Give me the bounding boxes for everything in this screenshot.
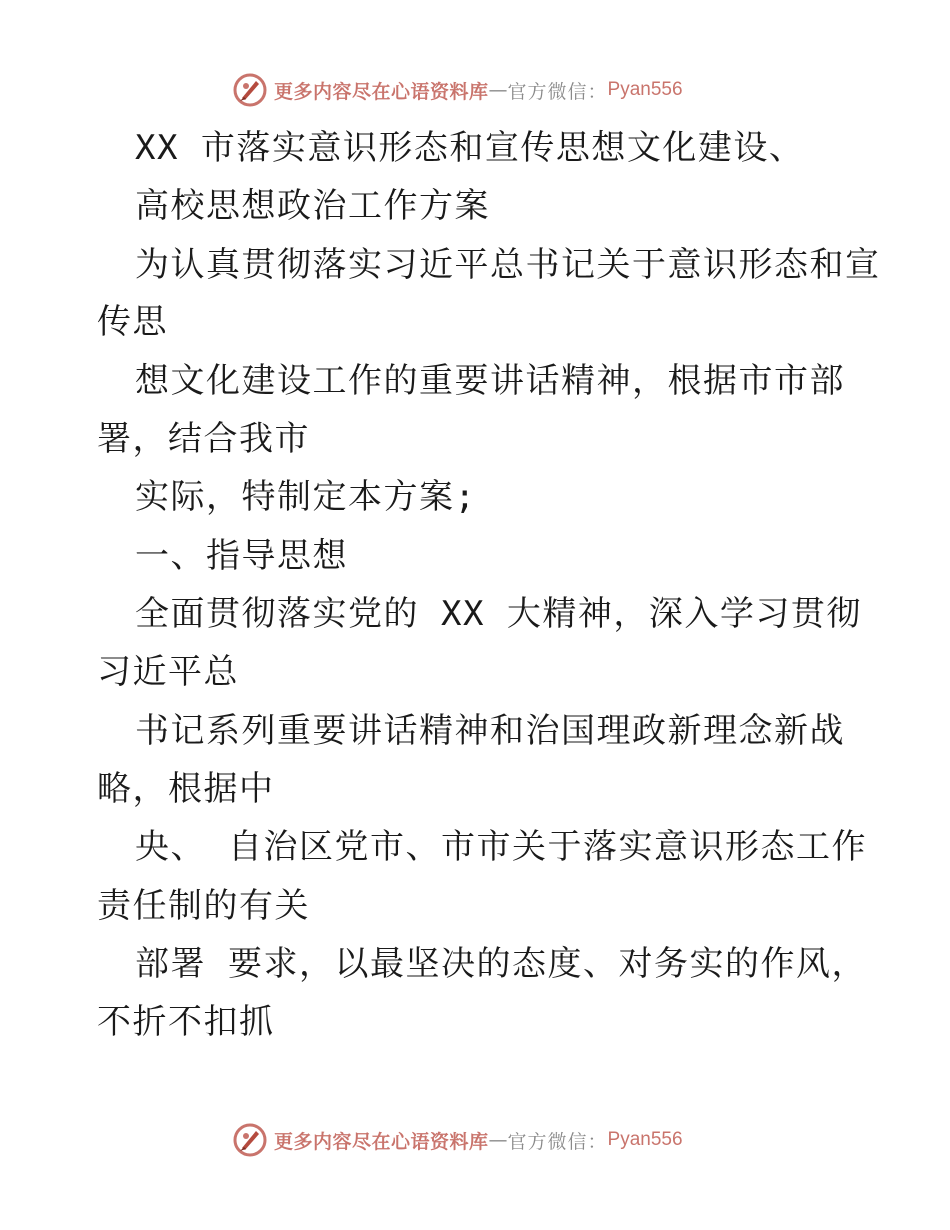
footer-watermark — [232, 1120, 683, 1160]
watermark-label: 官方微信： — [507, 1130, 608, 1153]
paragraph-line: 略，根据中 — [97, 769, 275, 809]
paragraph-line: 不折不扣抓 — [97, 1002, 275, 1042]
watermark-account: Pyan556 — [607, 1129, 683, 1150]
quill-logo-icon — [232, 72, 268, 108]
paragraph-line: 署，结合我市 — [97, 419, 310, 459]
quill-logo-icon — [232, 1122, 268, 1158]
watermark-label: 官方微信： — [507, 80, 608, 103]
paragraph-line: 为认真贯彻落实习近平总书记关于意识形态和宣 — [135, 245, 881, 285]
paragraph-line: 想文化建设工作的重要讲话精神，根据市市部 — [135, 361, 845, 401]
paragraph-line: 央、 自治区党市、市市关于落实意识形态工作 — [135, 827, 867, 867]
document-title-line-2: 高校思想政治工作方案 — [135, 186, 490, 226]
watermark-site-text: 更多内容尽在心语资料库 — [274, 1130, 489, 1153]
paragraph-line: 责任制的有关 — [97, 886, 310, 926]
paragraph-line: 习近平总 — [97, 652, 239, 692]
watermark-dash: — — [488, 79, 508, 101]
paragraph-line: 传思 — [97, 302, 168, 342]
document-title-line-1: XX 市落实意识形态和宣传思想文化建设、 — [135, 128, 805, 168]
paragraph-line: 部署 要求，以最坚决的态度、对务实的作风， — [135, 944, 867, 984]
watermark-dash: — — [488, 1129, 508, 1151]
paragraph-line: 实际，特制定本方案; — [135, 477, 477, 517]
paragraph-line: 全面贯彻落实党的 XX 大精神，深入学习贯彻 — [135, 594, 862, 634]
watermark-site-text: 更多内容尽在心语资料库 — [274, 80, 489, 103]
header-watermark — [232, 70, 683, 110]
section-heading: 一、指导思想 — [135, 536, 348, 576]
paragraph-line: 书记系列重要讲话精神和治国理政新理念新战 — [135, 711, 845, 751]
watermark-account: Pyan556 — [607, 79, 683, 100]
